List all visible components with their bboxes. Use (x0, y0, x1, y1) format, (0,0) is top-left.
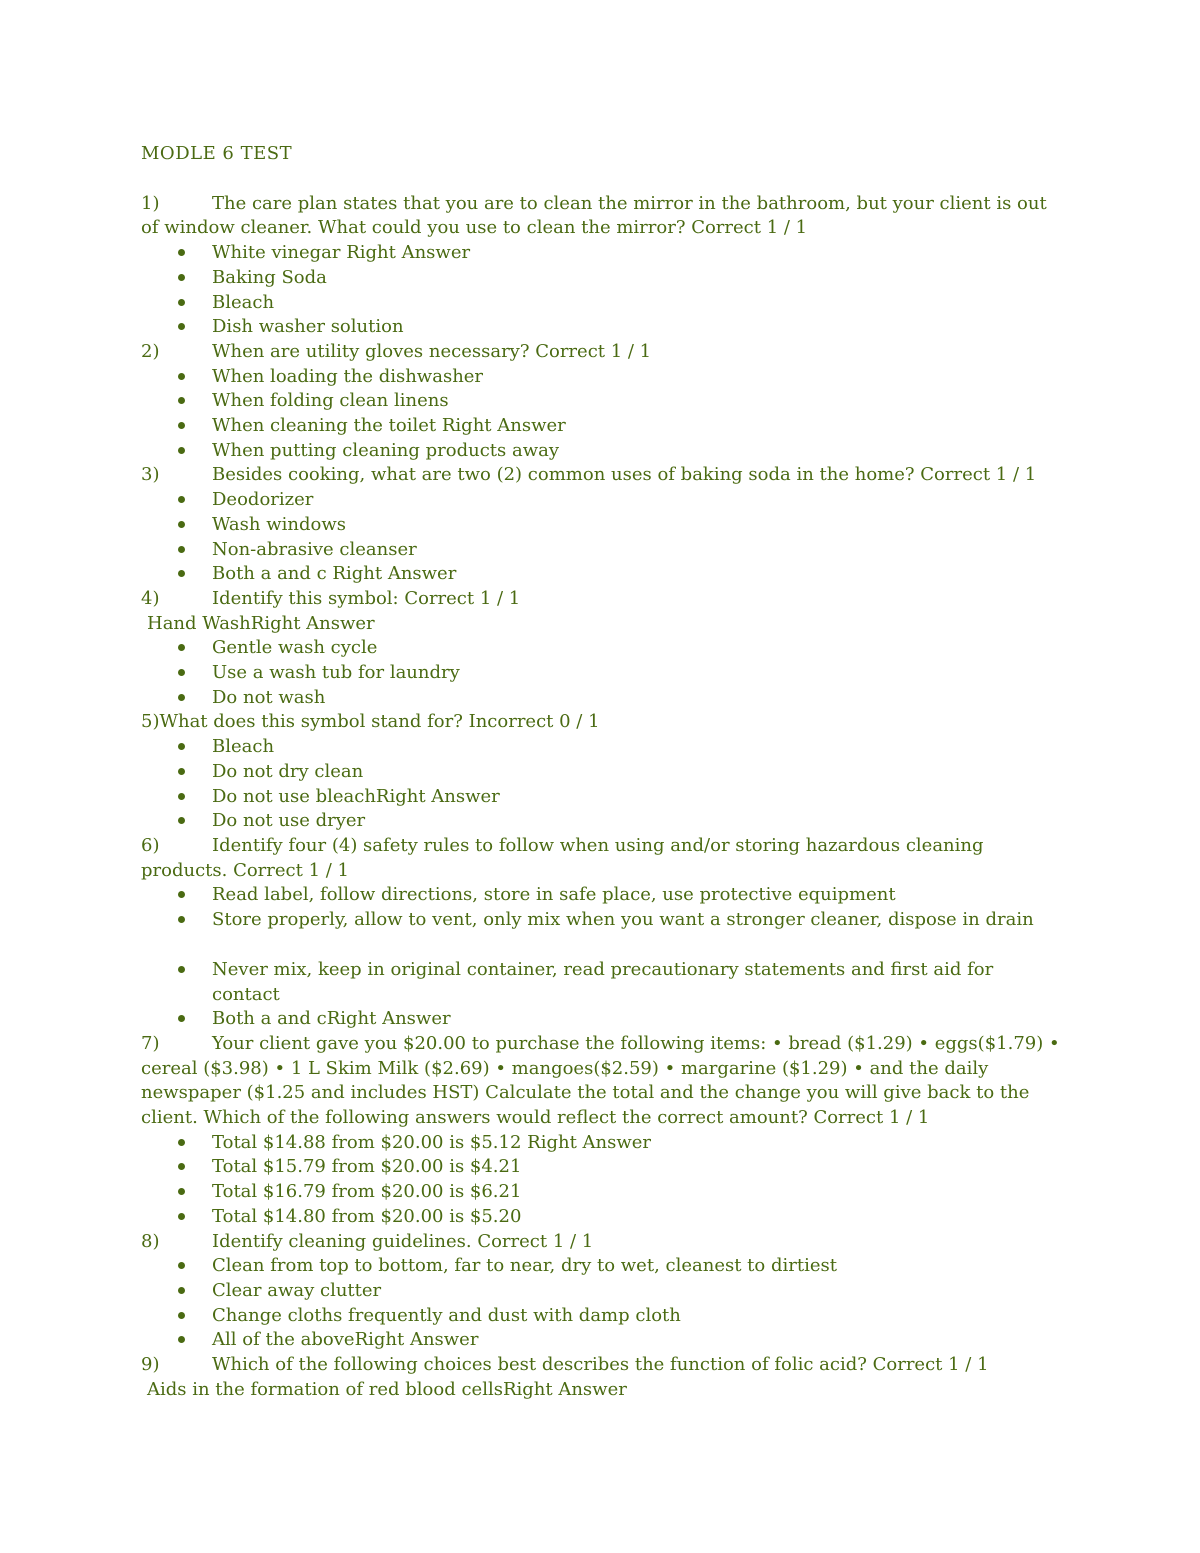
options-list (141, 365, 1061, 464)
option-item: When cleaning the toilet Right Answer (141, 414, 1061, 439)
question-number: 2) (141, 340, 160, 362)
question-number: 8) (141, 1230, 160, 1252)
option-item: Total $14.88 from $20.00 is $5.12 Right Answer (141, 1131, 1061, 1156)
options-list (141, 241, 1061, 340)
options-list (141, 488, 1061, 587)
options-list (141, 958, 1061, 1032)
option-item: Non-abrasive cleanser (141, 538, 1061, 563)
question-text: Besides cooking, what are two (2) common uses of baking soda in the home? Correct 1 / 1 (212, 464, 1037, 486)
question-number: 6) (141, 834, 160, 856)
option-item: All of the aboveRight Answer (141, 1328, 1061, 1353)
question-number: 7) (141, 1032, 160, 1054)
question-text: When are utility gloves necessary? Correct 1 / 1 (212, 340, 652, 362)
option-item: Wash windows (141, 513, 1061, 538)
question-2 (141, 340, 1061, 365)
option-item: Change cloths frequently and dust with damp cloth (141, 1304, 1061, 1329)
question-8 (141, 1230, 1061, 1255)
question-text: Your client gave you $20.00 to purchase the following items: • bread ($1.29) • eggs($1.79) • cereal ($3.98) • 1 L Skim Milk ($2.69) • mangoes($2.59) • margarine ($1.29) • and the daily newspaper ($1.25 and includes HST) Calculate the total and the change you will give back to the client. Which of the following answers would reflect the correct amount? Correct 1 / 1 (141, 1032, 1060, 1129)
option-item: Never mix, keep in original container, read precautionary statements and first aid for contact (141, 958, 1061, 1007)
option-item: Bleach (141, 291, 1061, 316)
option-item: Baking Soda (141, 266, 1061, 291)
option-item: Dish washer solution (141, 315, 1061, 340)
question-number: 4) (141, 587, 160, 609)
option-item: Both a and c Right Answer (141, 562, 1061, 587)
question-4 (141, 587, 1061, 612)
option-item: Do not dry clean (141, 760, 1061, 785)
option-item: Use a wash tub for laundry (141, 661, 1061, 686)
question-5: 5)What does this symbol stand for? Incorrect 0 / 1 (141, 711, 600, 733)
option-item: Do not use bleachRight Answer (141, 785, 1061, 810)
option-item: Total $16.79 from $20.00 is $6.21 (141, 1180, 1061, 1205)
question-3 (141, 463, 1061, 488)
option-item: When putting cleaning products away (141, 439, 1061, 464)
option-item: Clear away clutter (141, 1279, 1061, 1304)
option-item: Read label, follow directions, store in safe place, use protective equipment (141, 883, 1061, 908)
question-number: 1) (141, 192, 160, 214)
blank-line (141, 933, 1061, 958)
option-item: When loading the dishwasher (141, 365, 1061, 390)
question-text: Identify four (4) safety rules to follow when using and/or storing hazardous cleaning products. Correct 1 / 1 (141, 834, 984, 881)
question-6 (141, 834, 1061, 883)
question-number: 3) (141, 464, 160, 486)
document-body (141, 142, 1061, 1402)
option-item: When folding clean linens (141, 389, 1061, 414)
option-item: Do not wash (141, 686, 1061, 711)
options-list (141, 883, 1061, 932)
option-item: Total $14.80 from $20.00 is $5.20 (141, 1205, 1061, 1230)
question-text: Identify this symbol: Correct 1 / 1 (212, 587, 521, 609)
document-title: MODLE 6 TEST (141, 143, 293, 164)
question-text: Identify cleaning guidelines. Correct 1 / 1 (212, 1230, 594, 1252)
option-item: Bleach (141, 735, 1061, 760)
question-number: 9) (141, 1354, 160, 1376)
options-list (141, 1131, 1061, 1230)
question-text: Which of the following choices best describes the function of folic acid? Correct 1 / 1 (212, 1354, 989, 1376)
option-item: Gentle wash cycle (141, 636, 1061, 661)
option-item: Store properly, allow to vent, only mix when you want a stronger cleaner, dispose in drain (141, 908, 1061, 933)
option-item: Deodorizer (141, 488, 1061, 513)
option-item: Total $15.79 from $20.00 is $4.21 (141, 1155, 1061, 1180)
answer-line: Aids in the formation of red blood cellsRight Answer (147, 1378, 627, 1400)
answer-line: Hand WashRight Answer (147, 612, 375, 634)
option-item: White vinegar Right Answer (141, 241, 1061, 266)
option-item: Both a and cRight Answer (141, 1007, 1061, 1032)
option-item: Clean from top to bottom, far to near, dry to wet, cleanest to dirtiest (141, 1254, 1061, 1279)
question-9 (141, 1353, 1061, 1378)
question-7 (141, 1032, 1061, 1131)
options-list (141, 636, 1061, 710)
options-list (141, 1254, 1061, 1353)
question-1 (141, 192, 1061, 241)
option-item: Do not use dryer (141, 809, 1061, 834)
options-list (141, 735, 1061, 834)
question-text: The care plan states that you are to clean the mirror in the bathroom, but your client is out of window cleaner. What could you use to clean the mirror? Correct 1 / 1 (141, 192, 1047, 239)
